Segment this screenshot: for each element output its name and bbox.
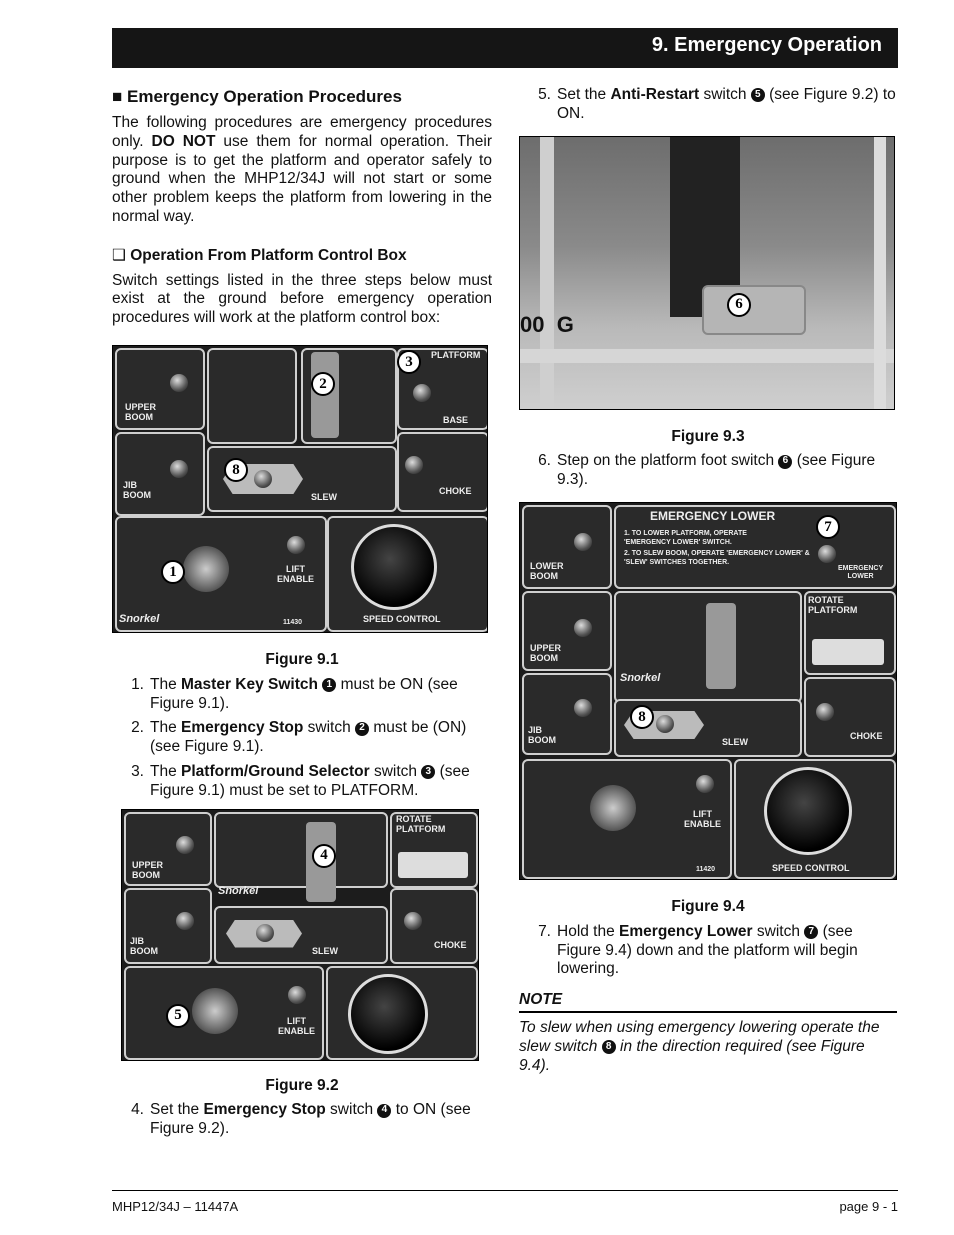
callout-badge-7-icon: 7: [804, 925, 818, 939]
callout-badge-3-icon: 3: [421, 765, 435, 779]
callout-4: 4: [312, 844, 336, 868]
callout-3: 3: [397, 350, 421, 374]
subsection-title: Operation From Platform Control Box: [130, 246, 407, 264]
subsection-heading: [112, 247, 492, 266]
emergency-lower-instruction-1: 1. TO LOWER PLATFORM, OPERATE 'EMERGENCY LOWER' SWITCH.: [624, 529, 747, 546]
slew-label: SLEW: [311, 491, 337, 502]
sub-intro-paragraph: Switch settings listed in the three steps below must exist at the ground before emergency operation procedures will work at the platform control box:: [112, 271, 492, 327]
lift-enable-button: [288, 986, 306, 1004]
emergency-lower-toggle: [818, 545, 836, 563]
anti-restart-key-switch: [192, 988, 238, 1034]
step-7: 7. Hold the Emergency Lower switch 7 (see Figure 9.4) down and the platform will begin lowering.: [538, 922, 858, 978]
slew-toggle: [656, 715, 674, 733]
figure-9-4-control-panel: [519, 502, 897, 880]
footer-rule: [112, 1190, 898, 1191]
jib-boom-label: JIB BOOM: [130, 935, 158, 956]
callout-8: 8: [224, 458, 248, 482]
snorkel-brand-logo: Snorkel: [119, 612, 160, 625]
upper-boom-label: UPPER BOOM: [132, 859, 164, 880]
callout-2: 2: [311, 372, 335, 396]
lift-enable-button: [696, 775, 714, 793]
figure-9-1-control-panel: [112, 345, 488, 633]
rotate-platform-label: ROTATE PLATFORM: [396, 813, 446, 834]
step-1: 1. The Master Key Switch 1 must be ON (see Figure 9.1).: [131, 675, 458, 712]
note-text: To slew when using emergency lowering operate the slew switch 8 in the direction required (see Figure 9.4).: [519, 1018, 880, 1074]
checkbox-bullet-icon: ❑: [112, 246, 126, 264]
speed-control-knob: [764, 767, 852, 855]
choke-label: CHOKE: [434, 939, 467, 950]
jib-boom-toggle: [170, 460, 188, 478]
master-key-switch: [590, 785, 636, 831]
upper-boom-label: UPPER BOOM: [530, 642, 562, 663]
figure-9-3-foot-switch-photo: [519, 136, 895, 410]
chapter-title: 9. Emergency Operation: [651, 34, 882, 56]
emergency-lower-label: EMERGENCY LOWER: [838, 564, 884, 580]
emergency-lower-title: EMERGENCY LOWER: [650, 508, 776, 523]
slew-label: SLEW: [312, 945, 338, 956]
rotate-platform-label: ROTATE PLATFORM: [808, 594, 858, 615]
left-column: [112, 86, 492, 1145]
square-bullet-icon: ■: [112, 87, 123, 106]
choke-toggle: [405, 456, 423, 474]
section-heading: [112, 86, 492, 108]
estop-switch-body: [706, 603, 736, 689]
step-5: 5. Set the Anti-Restart switch 5 (see Figure 9.2) to ON.: [538, 86, 896, 122]
estop-panel: [214, 812, 388, 888]
lift-enable-label: LIFT ENABLE: [684, 808, 722, 829]
note-heading: NOTE: [519, 991, 897, 1013]
choke-panel: [390, 888, 478, 964]
upper-boom-toggle: [170, 374, 188, 392]
figure-9-2-caption: Figure 9.2: [265, 1076, 339, 1094]
callout-8: 8: [630, 705, 654, 729]
choke-toggle: [404, 912, 422, 930]
foot-switch: [702, 285, 806, 335]
panel-part-number: 11430: [283, 618, 303, 626]
figure-9-2-control-panel: [121, 809, 479, 1061]
callout-badge-1-icon: 1: [322, 678, 336, 692]
callout-5: 5: [166, 1004, 190, 1028]
jib-boom-label: JIB BOOM: [123, 479, 151, 500]
callout-badge-4-icon: 4: [377, 1104, 391, 1118]
figure-9-4-caption: Figure 9.4: [671, 897, 745, 915]
panel-part-number: 11420: [696, 865, 716, 873]
upper-boom-toggle: [574, 619, 592, 637]
platform-selector-toggle: [413, 384, 431, 402]
footer-document-id: MHP12/34J – 11447A: [112, 1199, 239, 1214]
callout-6: 6: [727, 293, 751, 317]
figure-9-3-caption: Figure 9.3: [671, 427, 745, 445]
slew-toggle: [254, 470, 272, 488]
platform-label: PLATFORM: [431, 349, 481, 360]
base-label: BASE: [443, 414, 469, 425]
choke-label: CHOKE: [850, 730, 883, 741]
snorkel-brand-logo: Snorkel: [218, 884, 259, 897]
upper-boom-toggle: [176, 836, 194, 854]
lower-boom-toggle: [574, 533, 592, 551]
step-3: 3. The Platform/Ground Selector switch 3 (see Figure 9.1) must be set to PLATFORM.: [131, 762, 470, 799]
jib-boom-panel: [115, 432, 205, 516]
speed-control-label: SPEED CONTROL: [363, 613, 441, 624]
platform-rail-left: [540, 137, 554, 409]
snorkel-brand-logo: Snorkel: [620, 671, 661, 684]
choke-toggle: [816, 703, 834, 721]
upper-boom-label: UPPER BOOM: [125, 401, 157, 422]
right-column: [519, 86, 897, 1075]
speed-control-knob: [348, 974, 428, 1054]
platform-rail-right: [874, 137, 886, 409]
do-not-emphasis: DO NOT: [151, 132, 216, 150]
rotate-rocker-switch: [398, 852, 468, 878]
chapter-header-bar: [112, 28, 898, 68]
speed-control-label: SPEED CONTROL: [772, 862, 850, 873]
platform-plate-text: 00 G: [520, 311, 574, 337]
intro-paragraph: The following procedures are emergency procedures only. DO NOT use them for normal operation. Their purpose is to get the platform and operator safely to ground when the MHP12/34J will not start or some other problem keeps the platform from lowering in the normal way.: [112, 114, 493, 225]
choke-label: CHOKE: [439, 485, 472, 496]
lift-enable-button: [287, 536, 305, 554]
step-2: 2. The Emergency Stop switch 2 must be (ON) (see Figure 9.1).: [131, 719, 467, 756]
slew-label: SLEW: [722, 736, 748, 747]
lift-enable-label: LIFT ENABLE: [278, 1015, 316, 1036]
callout-badge-8-icon: 8: [602, 1040, 616, 1054]
section-title: Emergency Operation Procedures: [127, 87, 402, 106]
jib-boom-toggle: [176, 912, 194, 930]
emergency-lower-instruction-2: 2. TO SLEW BOOM, OPERATE 'EMERGENCY LOWER' & 'SLEW' SWITCHES TOGETHER.: [624, 549, 810, 566]
slew-toggle: [256, 924, 274, 942]
callout-badge-6-icon: 6: [778, 455, 792, 469]
lift-enable-label: LIFT ENABLE: [277, 563, 315, 584]
key-switch-panel: [207, 348, 297, 444]
jib-boom-toggle: [574, 699, 592, 717]
step-6: 6. Step on the platform foot switch 6 (see Figure 9.3).: [538, 452, 876, 489]
figure-9-1-caption: Figure 9.1: [265, 650, 339, 668]
callout-7: 7: [816, 515, 840, 539]
platform-rail-top: [520, 349, 894, 363]
rotate-rocker-switch: [812, 639, 884, 665]
jib-boom-label: JIB BOOM: [528, 724, 556, 745]
speed-control-knob: [351, 524, 437, 610]
callout-badge-2-icon: 2: [355, 722, 369, 736]
callout-badge-5-icon: 5: [751, 88, 765, 102]
footer-page-number: page 9 - 1: [839, 1199, 898, 1214]
master-key-switch: [183, 546, 229, 592]
lower-boom-label: LOWER BOOM: [530, 560, 564, 581]
callout-1: 1: [161, 560, 185, 584]
step-4: 4. Set the Emergency Stop switch 4 to ON (see Figure 9.2).: [131, 1101, 471, 1138]
